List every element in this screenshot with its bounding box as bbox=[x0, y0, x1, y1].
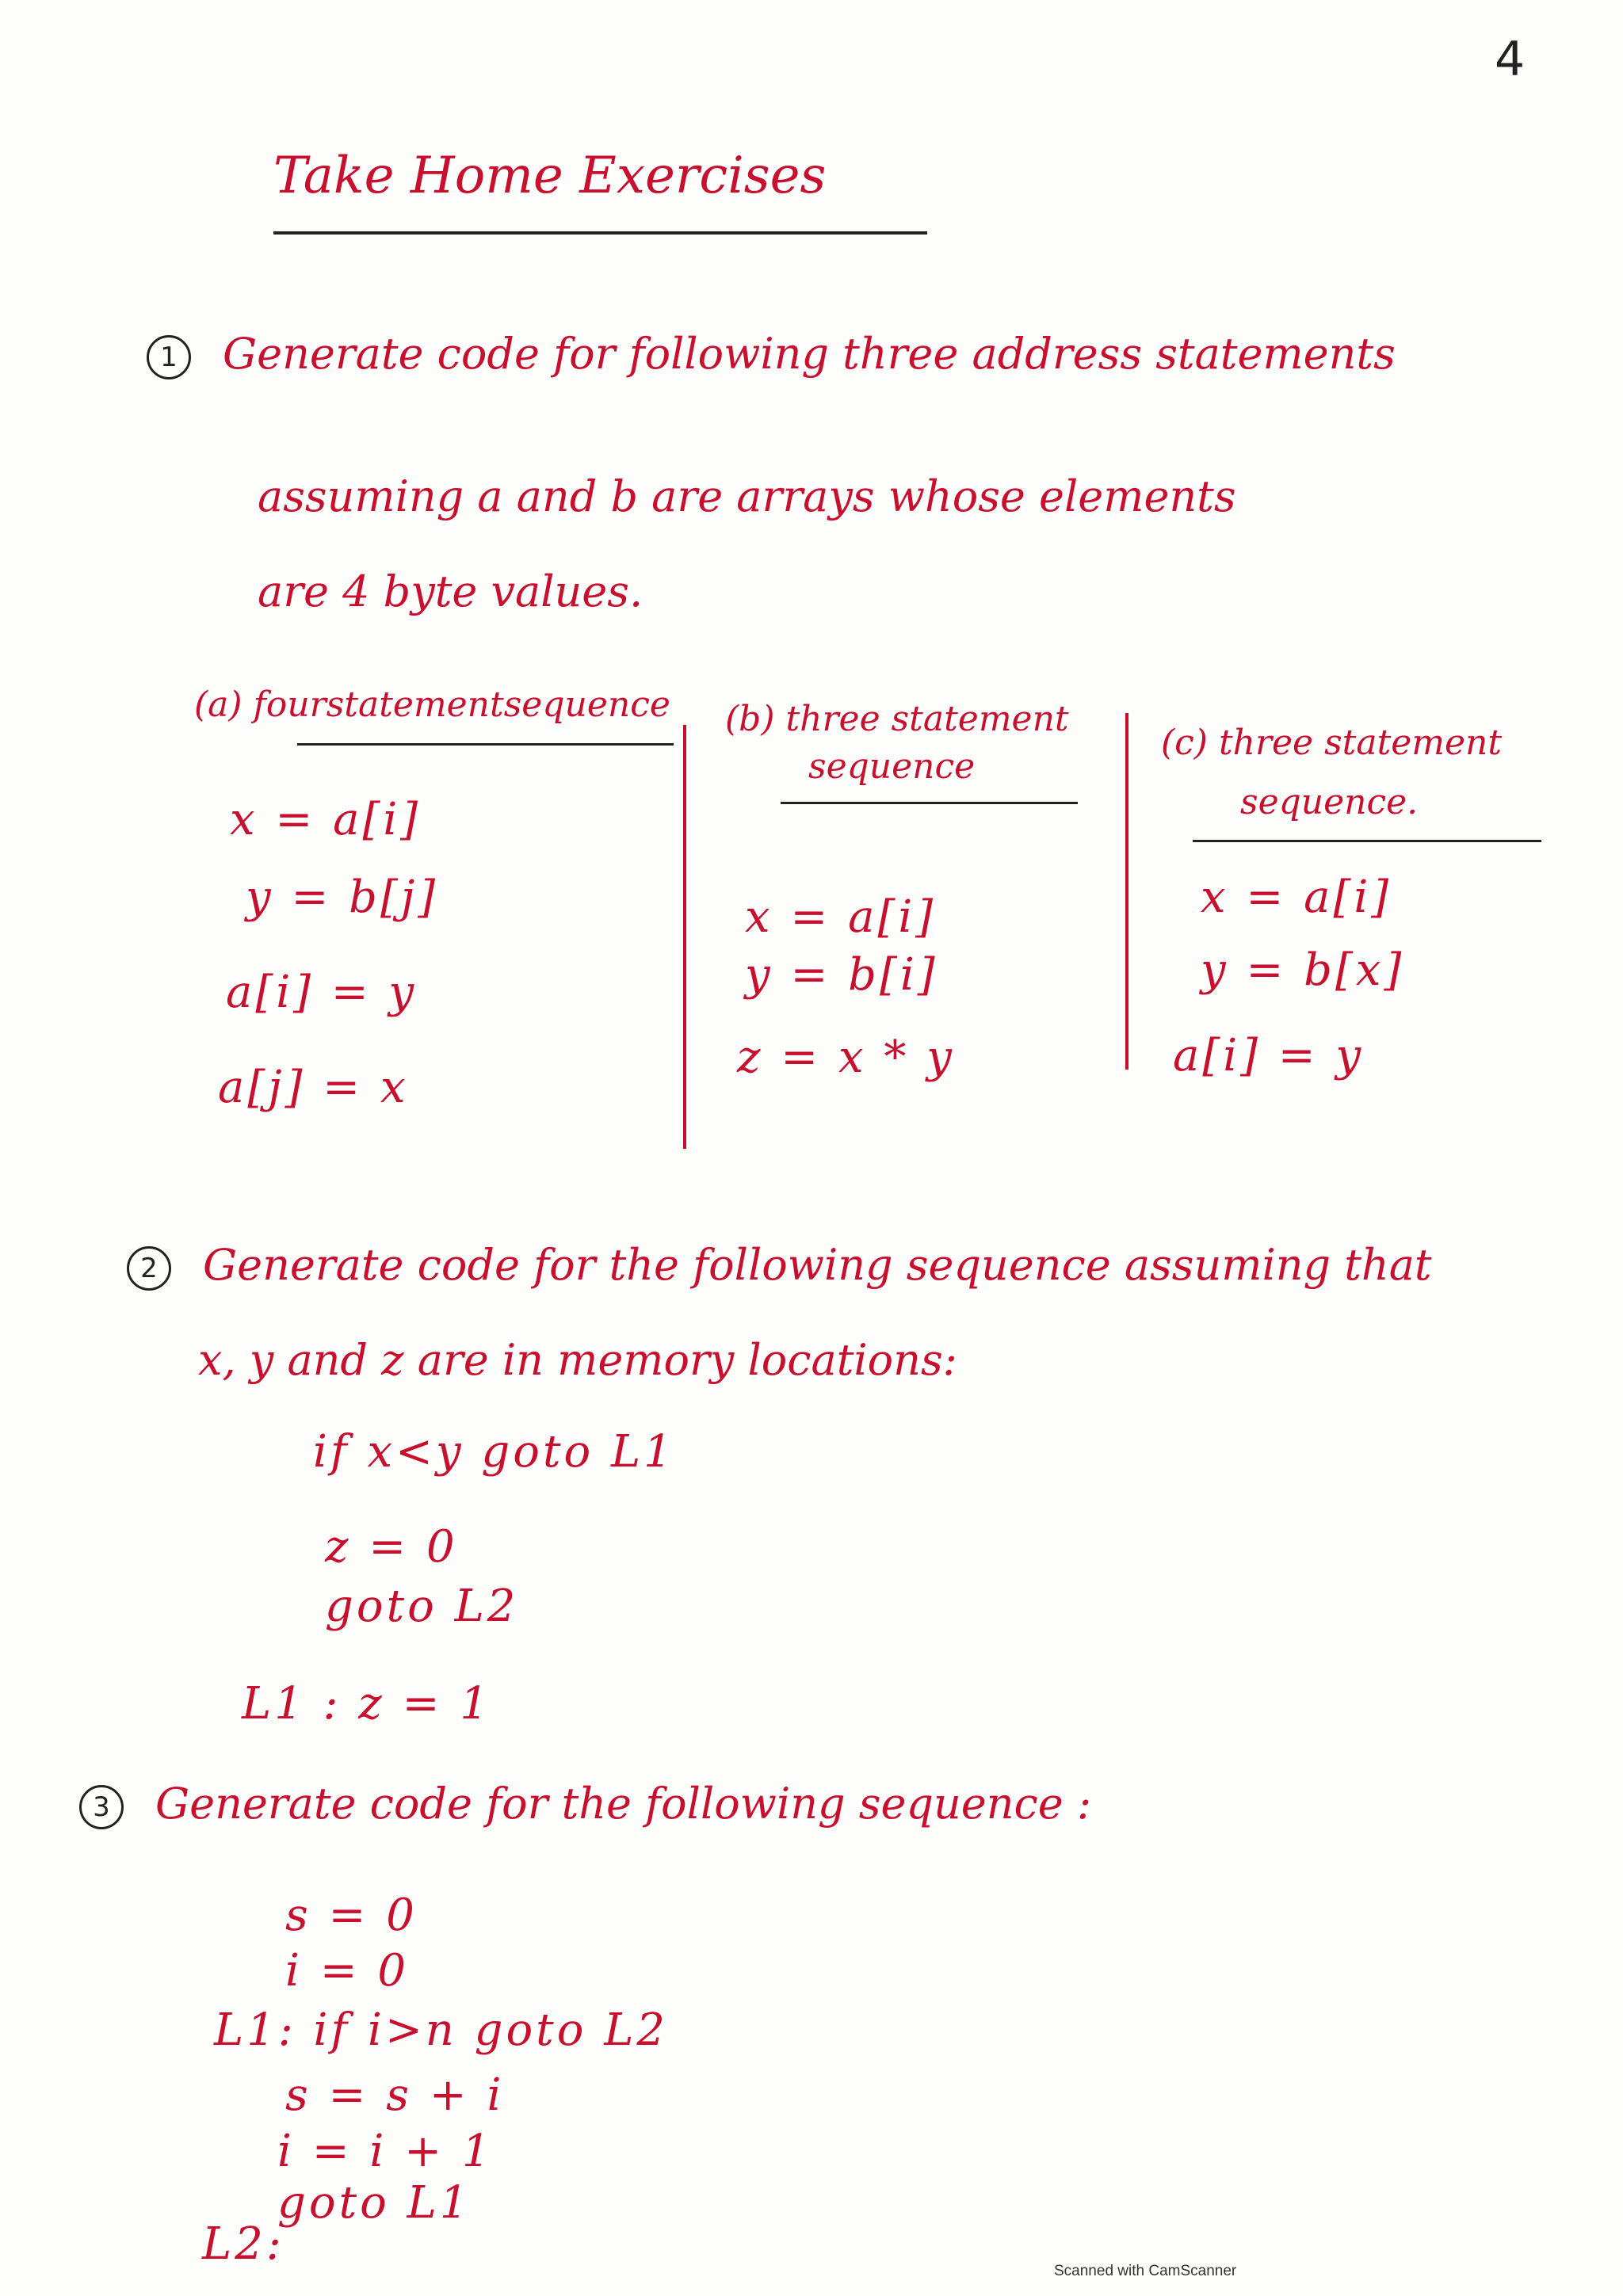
q1-line-3: are 4 byte values. bbox=[258, 566, 643, 616]
q1-number: 1 bbox=[147, 335, 191, 379]
q1-col-a-line-4: a[j] = x bbox=[218, 1062, 409, 1113]
q1-col-c-line-2: y = b[x] bbox=[1201, 944, 1405, 996]
q3-number: 3 bbox=[79, 1785, 124, 1829]
q2-code-4: L1 : z = 1 bbox=[242, 1678, 491, 1730]
q1-col-a-line-3: a[i] = y bbox=[226, 967, 418, 1018]
q1-col-a-head: (a) fourstatementsequence bbox=[194, 685, 670, 725]
q2-line-1 bbox=[127, 1240, 1432, 1291]
q1-text-1: Generate code for following three address statements bbox=[223, 329, 1396, 379]
q3-code-3: L1: if i>n goto L2 bbox=[214, 2004, 669, 2056]
q2-code-3: goto L2 bbox=[325, 1581, 519, 1632]
title-underline bbox=[273, 231, 927, 235]
q1-col-c-head-2: sequence. bbox=[1240, 782, 1419, 822]
q1-col-b-rule bbox=[781, 802, 1078, 804]
q3-code-4: s = s + i bbox=[285, 2069, 505, 2121]
q1-col-b-line-2: y = b[i] bbox=[745, 949, 938, 1001]
q1-col-a-line-1: x = a[i] bbox=[230, 794, 422, 845]
q1-col-c-line-3: a[i] = y bbox=[1173, 1030, 1365, 1081]
q3-line-1 bbox=[79, 1779, 1091, 1829]
scanner-watermark: Scanned with CamScanner bbox=[1054, 2263, 1237, 2279]
q1-col-b-head-1: (b) three statement bbox=[725, 699, 1069, 739]
q1-col-a-rule bbox=[297, 743, 674, 746]
q1-col-c-line-1: x = a[i] bbox=[1201, 871, 1392, 923]
q1-col-c-head-1: (c) three statement bbox=[1161, 723, 1503, 763]
q2-code-1: if x<y goto L1 bbox=[313, 1426, 675, 1478]
q3-code-6: goto L1 bbox=[277, 2177, 472, 2229]
q2-number: 2 bbox=[127, 1246, 171, 1291]
q1-line-1 bbox=[147, 329, 1396, 379]
page-number: 4 bbox=[1495, 32, 1526, 87]
q3-code-5: i = i + 1 bbox=[277, 2126, 494, 2177]
q3-code-1: s = 0 bbox=[285, 1890, 418, 1941]
q2-text-1: Generate code for the following sequence assuming that bbox=[203, 1240, 1432, 1290]
q1-col-b-line-3: z = x * y bbox=[737, 1032, 955, 1083]
q1-divider-2 bbox=[1125, 713, 1128, 1070]
q1-line-2: assuming a and b are arrays whose elements bbox=[258, 471, 1236, 521]
q1-col-b-line-1: x = a[i] bbox=[745, 891, 937, 943]
page-title: Take Home Exercises bbox=[273, 147, 827, 205]
q2-code-2: z = 0 bbox=[325, 1521, 458, 1573]
q1-col-c-rule bbox=[1193, 840, 1541, 842]
q2-line-2: x, y and z are in memory locations: bbox=[198, 1335, 957, 1385]
q1-col-a-line-2: y = b[j] bbox=[246, 871, 439, 923]
q1-divider-1 bbox=[683, 725, 686, 1149]
q3-text-1: Generate code for the following sequence : bbox=[155, 1779, 1092, 1829]
q3-code-2: i = 0 bbox=[285, 1945, 410, 1997]
q3-code-7: L2: bbox=[202, 2218, 285, 2270]
q1-col-b-head-2: sequence bbox=[808, 746, 976, 787]
